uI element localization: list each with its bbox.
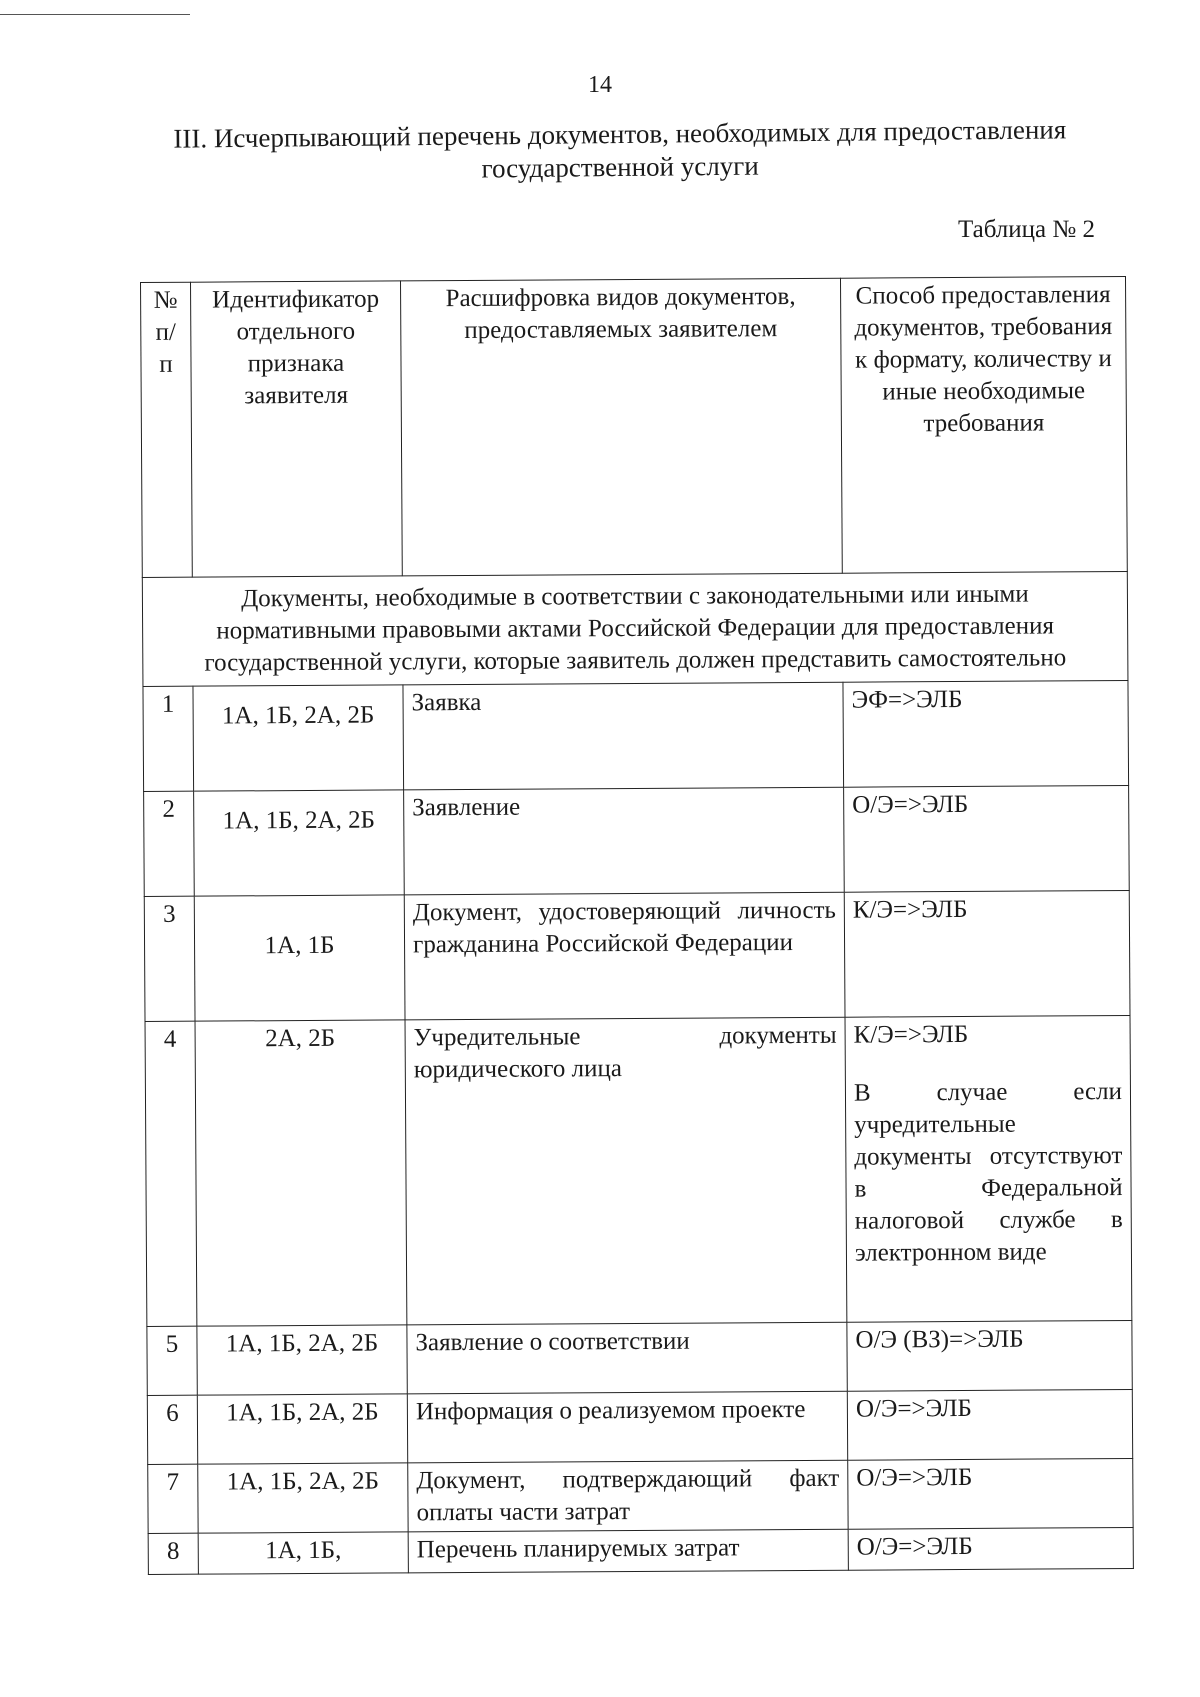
table-row xyxy=(143,680,1129,791)
table-row xyxy=(148,1527,1133,1574)
row-ids: 1А, 1Б, 2А, 2Б xyxy=(194,790,405,896)
section-title-line-1: III. Исчерпывающий перечень документов, необходимых для предоставления xyxy=(173,114,1067,154)
row-method-cell xyxy=(845,1015,1132,1322)
table-row xyxy=(145,1015,1132,1326)
row-method: О/Э=>ЭЛБ xyxy=(847,1389,1132,1460)
row-doc: Заявка xyxy=(403,682,844,790)
row-num: 4 xyxy=(145,1021,197,1326)
row-ids: 2А, 2Б xyxy=(195,1020,407,1326)
documents-table xyxy=(140,276,1134,1575)
row-num: 7 xyxy=(148,1464,198,1533)
row-ids: 1А, 1Б, 2А, 2Б xyxy=(193,685,404,791)
row-method: О/Э=>ЭЛБ xyxy=(848,1458,1133,1529)
row-num: 3 xyxy=(144,896,195,1021)
row-method: О/Э=>ЭЛБ xyxy=(844,785,1130,892)
section-header-cell: Документы, необходимые в соответствии с законодательными или иными нормативными правовыми актами Российской Федерации для предоставления государственной услуги, которые заявитель должен представить самостоятельно xyxy=(142,571,1128,686)
row-num: 2 xyxy=(144,791,195,896)
row-method: О/Э (ВЗ)=>ЭЛБ xyxy=(847,1320,1132,1391)
row-doc: Информация о реализуемом проекте xyxy=(407,1391,847,1463)
row-ids: 1А, 1Б, 2А, 2Б xyxy=(197,1394,407,1464)
row-doc: Документ, удостоверяющий личность гражданина Российской Федерации xyxy=(404,892,845,1020)
table-row xyxy=(144,890,1130,1021)
table-row xyxy=(147,1320,1132,1395)
table-caption: Таблица № 2 xyxy=(957,216,1095,243)
row-method: О/Э=>ЭЛБ xyxy=(848,1527,1133,1570)
section-title-line-2: государственной услуги xyxy=(481,150,759,184)
table-section-row xyxy=(142,571,1128,686)
row-doc: Заявление xyxy=(404,787,845,895)
header-method: Способ предоставления документов, требования к формату, количеству и иные необходимые требования xyxy=(840,276,1127,573)
header-num: № п/п xyxy=(141,282,193,577)
table-header-row xyxy=(141,276,1128,577)
page-number: 14 xyxy=(588,72,612,98)
row-ids: 1А, 1Б xyxy=(194,895,405,1021)
table-row xyxy=(147,1389,1132,1464)
table-row xyxy=(144,785,1130,896)
table-row xyxy=(148,1458,1133,1533)
header-description: Расшифровка видов документов, предоставляемых заявителем xyxy=(400,278,842,576)
header-identifier: Идентификатор отдельного признака заявителя xyxy=(191,281,403,577)
row-num: 8 xyxy=(148,1533,198,1574)
row-num: 5 xyxy=(147,1326,197,1395)
row-num: 1 xyxy=(143,686,194,791)
row-ids: 1А, 1Б, 2А, 2Б xyxy=(198,1463,408,1533)
row-doc: Учредительные документы юридического лица xyxy=(405,1017,847,1325)
row-ids: 1А, 1Б, 2А, 2Б xyxy=(197,1325,407,1395)
row-method: ЭФ=>ЭЛБ xyxy=(843,680,1129,787)
row-method-note: В случае если учредительные документы отсутствуют в Федеральной налоговой службе в электронном виде xyxy=(853,1078,1123,1267)
row-method: К/Э=>ЭЛБ xyxy=(853,1020,969,1049)
row-method: К/Э=>ЭЛБ xyxy=(844,890,1130,1017)
row-num: 6 xyxy=(147,1395,197,1464)
row-doc: Заявление о соответствии xyxy=(407,1322,847,1394)
row-ids: 1А, 1Б, xyxy=(198,1532,408,1574)
row-doc: Перечень планируемых затрат xyxy=(408,1529,848,1573)
section-title xyxy=(140,113,1101,189)
scan-artifact-line xyxy=(0,14,190,15)
row-doc: Документ, подтверждающий факт оплаты части затрат xyxy=(408,1460,848,1532)
